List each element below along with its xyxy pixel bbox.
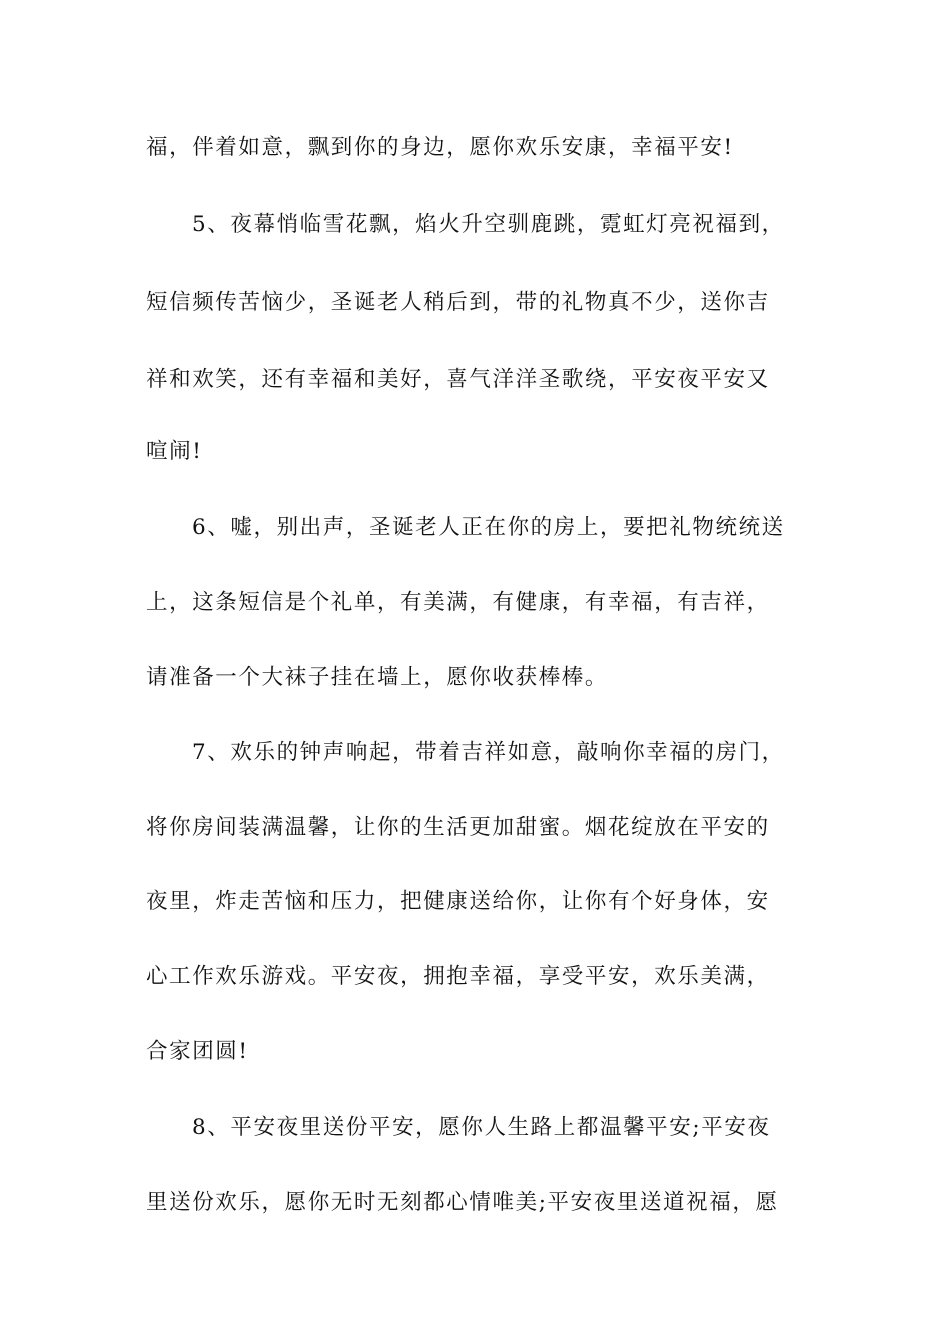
item-6-line-3: 请准备一个大袜子挂在墙上，愿你收获棒棒。 xyxy=(146,665,609,690)
item-7-line-3: 夜里，炸走苦恼和压力，把健康送给你，让你有个好身体，安 xyxy=(146,889,770,914)
item-7-line-2: 将你房间装满温馨，让你的生活更加甜蜜。烟花绽放在平安的 xyxy=(146,815,770,840)
item-5-line-2: 短信频传苦恼少，圣诞老人稍后到，带的礼物真不少，送你吉 xyxy=(146,290,770,315)
item-6-line-1: 6、嘘，别出声，圣诞老人正在你的房上，要把礼物统统送 xyxy=(192,515,785,540)
item-8-line-2: 里送份欢乐，愿你无时无刻都心情唯美;平安夜里送道祝福，愿 xyxy=(146,1190,779,1215)
item-6-line-2: 上，这条短信是个礼单，有美满，有健康，有幸福，有吉祥， xyxy=(146,590,770,615)
item-7-line-4: 心工作欢乐游戏。平安夜，拥抱幸福，享受平安，欢乐美满， xyxy=(146,964,770,989)
item-7-line-5: 合家团圆! xyxy=(146,1039,249,1064)
text-line-1: 福，伴着如意，飘到你的身边，愿你欢乐安康，幸福平安! xyxy=(146,135,734,160)
item-5-line-4: 喧闹! xyxy=(146,439,203,464)
item-8-line-1: 8、平安夜里送份平安，愿你人生路上都温馨平安;平安夜 xyxy=(192,1115,771,1140)
item-7-line-1: 7、欢乐的钟声响起，带着吉祥如意，敲响你幸福的房门， xyxy=(192,740,785,765)
item-5-line-3: 祥和欢笑，还有幸福和美好，喜气洋洋圣歌绕，平安夜平安又 xyxy=(146,367,770,392)
item-5-line-1: 5、夜幕悄临雪花飘，焰火升空驯鹿跳，霓虹灯亮祝福到， xyxy=(192,212,785,237)
